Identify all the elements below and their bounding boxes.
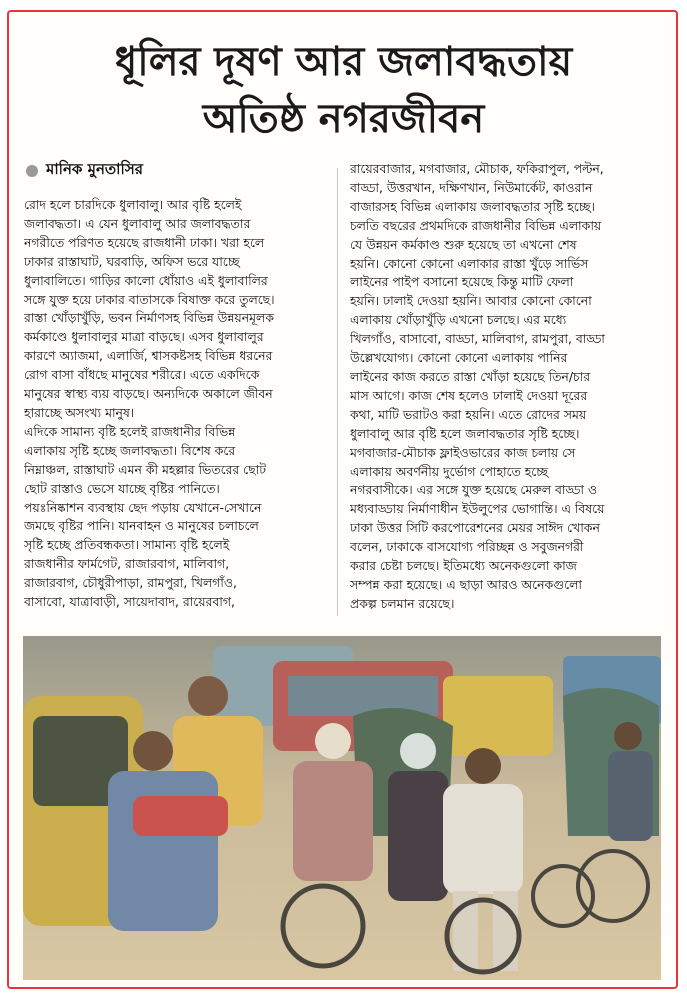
text-line: নিম্নাঞ্চল, রাস্তাঘাট এমন কী মহল্লার ভিতরের ছোট: [24, 461, 267, 477]
text-line: নগরীতে পরিণত হয়েছে রাজধানী ঢাকা। খরা হলে: [24, 234, 265, 250]
text-line: লাইনের পাইপ বসানো হয়েছে কিন্তু মাটি ফেলা: [350, 274, 574, 290]
text-line: কর্মকাণ্ডে ধুলাবালুর মাত্রা বাড়ছে। এসব ধুলাবালুর: [24, 329, 264, 345]
text-line: লাইনের কাজ করতে রাস্তা খোঁড়া হয়েছে তিন/চার: [350, 368, 591, 384]
text-line: চলতি বছরের প্রথমদিকে রাজধানীর বিভিন্ন এলাকায়: [350, 217, 602, 233]
author-name: মানিক মুনতাসির: [46, 160, 143, 178]
text-line: যে উন্নয়ন কর্মকাণ্ড শুরু হয়েছে তা এখনো শেষ: [350, 236, 577, 252]
text-line: করার চেষ্টা চলছে। ইতিমধ্যে অনেকগুলো কাজ: [350, 558, 577, 574]
photo-illustration: [23, 636, 661, 980]
text-line: রাজধানীর ফার্মগেট, রাজারবাগ, মালিবাগ,: [24, 556, 230, 572]
text-line: মগবাজার-মৌচাক ফ্লাইওভারের কাজ চলায় সে: [350, 444, 576, 460]
text-line: রায়েরবাজার, মগবাজার, মৌচাক, ফকিরাপুল, পল্টন,: [350, 161, 604, 176]
text-line: ধুলাবালিতে। গাড়ির কালো ধোঁয়াও এই ধুলাবালির: [24, 272, 268, 288]
text-line: জলাবদ্ধতা। এ যেন ধুলাবালু আর জলাবদ্ধতার: [24, 215, 251, 231]
text-line: ঢাকা উত্তর সিটি করপোরেশনের মেয়র সাঈদ খোকন: [350, 520, 600, 536]
text-line: খিলগাঁও, বাসাবো, বাড্ডা, মালিবাগ, রামপুরা, বাড্ডা: [350, 331, 605, 347]
text-line: বাজারসহ বিভিন্ন এলাকায় জলাবদ্ধতার সৃষ্টি হচ্ছে।: [350, 198, 595, 214]
text-line: প্রকল্প চলমান রয়েছে।: [350, 595, 455, 611]
text-line: হয়নি। ঢালাই দেওয়া হয়নি। আবার কোনো কোনো: [350, 293, 592, 309]
text-line: ঢাকার রাস্তাঘাট, ঘরবাড়ি, অফিস ভরে যাচ্ছে: [24, 253, 240, 269]
text-line: সঙ্গে যুক্ত হয়ে ঢাকার বাতাসকে বিষাক্ত করে তুলছে।: [24, 291, 275, 307]
text-line: মাস আগে। কাজ শেষ হলেও ঢালাই দেওয়া দূরের: [350, 387, 588, 403]
text-line: ধুলাবালু আর বৃষ্টি হলে জলাবদ্ধতার সৃষ্টি হচ্ছে।: [350, 425, 580, 441]
text-line: সৃষ্টি হচ্ছে প্রতিবন্ধকতা। সামান্য বৃষ্টি হলেই: [24, 537, 230, 553]
text-line: উল্লেখযোগ্য। কোনো কোনো এলাকায় পানির: [350, 350, 568, 366]
text-line: এলাকায় খোঁড়াখুঁড়ি এখনো চলছে। এর মধ্যে: [350, 312, 567, 328]
text-line: রাজারবাগ, চৌধুরীপাড়া, রামপুরা, খিলগাঁও,: [24, 575, 237, 591]
headline-line-1: ধূলির দূষণ আর জলাবদ্ধতায়: [114, 39, 573, 85]
bullet-dot-icon: [26, 165, 38, 177]
byline: [26, 158, 143, 183]
text-line: পয়ঃনিষ্কাশন ব্যবস্থায় ছেদ পড়ায় যেখানে-সেখানে: [24, 499, 262, 515]
street-traffic-photo: [23, 636, 661, 980]
article-column-right: [350, 160, 664, 614]
text-line: রাস্তা খোঁড়াখুঁড়ি, ভবন নির্মাণসহ বিভিন্ন উন্নয়নমূলক: [24, 310, 274, 326]
text-line: হারাচ্ছে অসংখ্য মানুষ।: [24, 404, 135, 420]
text-line: কারণে অ্যাজমা, এলার্জি, শ্বাসকষ্টসহ বিভিন্ন ধরনের: [24, 348, 273, 364]
article-column-left: [24, 196, 334, 612]
headline-line-2: অতিষ্ঠ নগরজীবন: [202, 96, 485, 142]
text-line: হয়নি। কোনো কোনো এলাকার রাস্তা খুঁড়ে সার্ভিস: [350, 255, 589, 271]
column-divider: [337, 168, 338, 616]
text-line: এলাকায় সৃষ্টি হচ্ছে জলাবদ্ধতা। বিশেষ করে: [24, 442, 236, 458]
text-line: নগরবাসীকে। এর সঙ্গে যুক্ত হয়েছে মেরুল বাড্ডা ও: [350, 482, 598, 498]
text-line: ছোট রাস্তাও ভেসে যাচ্ছে বৃষ্টির পানিতে।: [24, 480, 220, 496]
text-line: মধ্যবাড্ডায় নির্মাণাধীন ইউলুপের ভোগান্তি। এ বিষয়ে: [350, 501, 605, 517]
text-line: এদিকে সামান্য বৃষ্টি হলেই রাজধানীর বিভিন্ন: [24, 423, 236, 439]
text-line: বাড্ডা, উত্তরখান, দক্ষিণখান, নিউমার্কেট, কাওরান: [350, 179, 593, 195]
text-line: রোদ হলে চারদিকে ধুলাবালু। আর বৃষ্টি হলেই: [24, 197, 242, 212]
text-line: জমছে বৃষ্টির পানি। যানবাহন ও মানুষের চলাচলে: [24, 518, 259, 534]
text-line: মানুষের স্বাস্থ্য ব্যয় বাড়ছে। অন্যদিকে অকালে জীবন: [24, 386, 273, 402]
text-line: কথা, মাটি ভরাটও করা হয়নি। এতে রোদের সময়: [350, 406, 587, 422]
text-line: বলেন, ঢাকাকে বাসযোগ্য পরিচ্ছন্ন ও সবুজনগরী: [350, 539, 584, 555]
text-line: সম্পন্ন করা হয়েছে। এ ছাড়া আরও অনেকগুলো: [350, 576, 582, 592]
text-line: এলাকায় অবর্ণনীয় দুর্ভোগ পোহাতে হচ্ছে: [350, 463, 548, 479]
text-line: রোগ বাসা বাঁধছে মানুষের শরীরে। এতে একদিকে: [24, 367, 260, 383]
text-line: বাসাবো, যাত্রাবাড়ী, সায়েদাবাদ, রায়েরবাগ,: [24, 594, 235, 610]
